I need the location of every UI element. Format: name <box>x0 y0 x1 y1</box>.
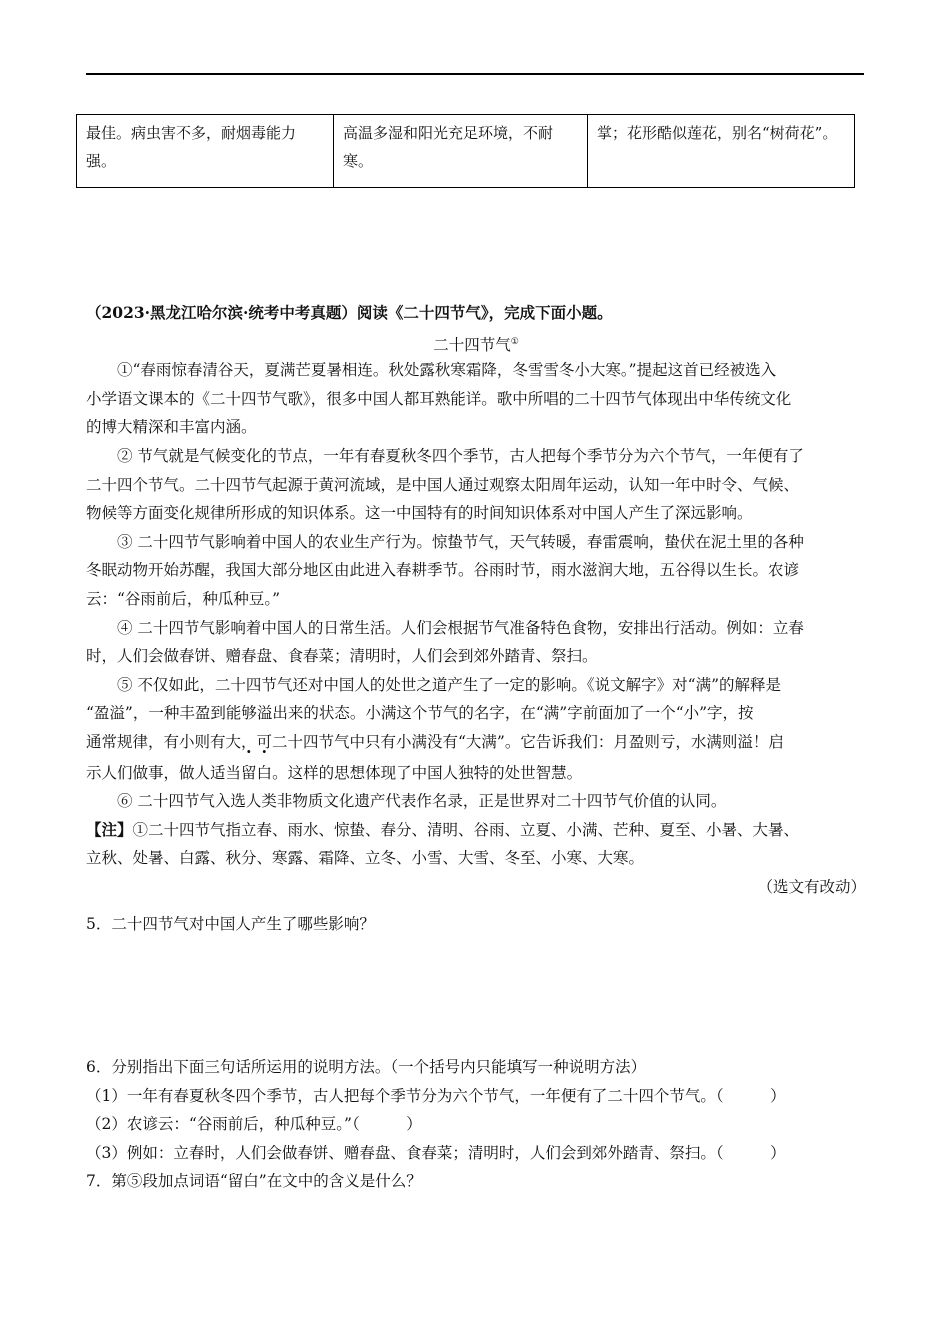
reading-passage <box>86 299 866 901</box>
paragraph-1-line: 小学语文课本的《二十四节气歌》，很多中国人都耳熟能详。歌中所唱的二十四节气体现出中华传统文化 <box>86 389 792 408</box>
paragraph-5-line: 通常规律，有小则有大，可二十四节气中只有小满没有“大满”。它告诉我们：月盈则亏，水满则溢！启 <box>86 732 784 751</box>
question-text: 5．二十四节气对中国人产生了哪些影响？ <box>86 915 375 933</box>
note-line <box>86 816 866 845</box>
section-lead: （2023·黑龙江哈尔滨·统考中考真题）阅读《二十四节气》，完成下面小题。 <box>86 303 613 322</box>
paragraph-2-line: 物候等方面变化规律所形成的知识体系。这一中国特有的时间知识体系对中国人产生了深远影响。 <box>86 504 753 523</box>
paragraph-1-line: ①“春雨惊春清谷天，夏满芒夏暑相连。秋处露秋寒霜降，冬雪雪冬小大寒。”提起这首已经被选入 <box>117 361 777 380</box>
question-7-text: 7．第⑤段加点词语“留白”在文中的含义是什么？ <box>86 1172 422 1191</box>
question-5 <box>86 910 866 939</box>
question-6-item-2: （2）农谚云：“谷雨前后，种瓜种豆。”（ ） <box>86 1115 422 1134</box>
paragraph-5-line: “盈溢”，一种丰盈到能够溢出来的状态。小满这个节气的名字，在“满”字前面加了一个“小”字，按 <box>86 704 754 723</box>
header-rule <box>86 73 864 75</box>
table-cell: 掌；花形酷似莲花，别名“树荷花”。 <box>588 115 855 188</box>
note-text: ①二十四节气指立春、雨水、惊蛰、春分、清明、谷雨、立夏、小满、芒种、夏至、小暑、大暑、 <box>132 820 800 839</box>
question-6-item-1: （1）一年有春夏秋冬四个季节，古人把每个季节分为六个节气，一年便有了二十四个节气。（ ） <box>86 1086 786 1105</box>
text-run: ，做人适当 <box>163 763 242 782</box>
questions-6-7 <box>86 1053 876 1196</box>
title-footnote-mark: ① <box>510 336 519 347</box>
emphasis-dotted-char: 白 <box>256 763 273 782</box>
paragraph-3-line: 云：“谷雨前后，种瓜种豆。” <box>86 589 281 608</box>
table-cell: 高温多湿和阳光充足环境，不耐寒。 <box>334 115 588 188</box>
emphasis-dotted-char: 留 <box>241 763 257 782</box>
paragraph-6-line: ⑥ 二十四节气入选人类非物质文化遗产代表作名录，正是世界对二十四节气价值的认同。 <box>117 792 727 811</box>
text-run: 示人们做事 <box>86 763 164 782</box>
passage-title-text: 二十四节气 <box>433 335 511 354</box>
text-run: 。这样的思想体现了中国人独特的处世智慧。 <box>272 763 583 782</box>
paragraph-4-line: 时，人们会做春饼、赠春盘、食春菜；清明时，人们会到郊外踏青、祭扫。 <box>86 647 598 666</box>
paragraph-5-line <box>86 757 866 788</box>
paragraph-4-line: ④ 二十四节气影响着中国人的日常生活。人们会根据节气准备特色食物，安排出行活动。例如：立春 <box>117 618 804 637</box>
note-line: 立秋、处暑、白露、秋分、寒露、霜降、立冬、小雪、大雪、冬至、小寒、大寒。 <box>86 849 645 868</box>
paragraph-1-line: 的博大精深和丰富内涵。 <box>86 418 257 437</box>
question-6-item-3: （3）例如：立春时，人们会做春饼、赠春盘、食春菜；清明时，人们会到郊外踏青、祭扫。（ ） <box>86 1143 786 1162</box>
table-cell: 最佳。病虫害不多，耐烟毒能力强。 <box>77 115 334 188</box>
continued-table <box>76 114 855 188</box>
paragraph-3-line: 冬眠动物开始苏醒，我国大部分地区由此进入春耕季节。谷雨时节，雨水滋润大地，五谷得以生长。农谚 <box>86 561 800 580</box>
note-label: 【注】 <box>86 819 133 839</box>
table-row <box>77 115 855 188</box>
paragraph-3-line: ③ 二十四节气影响着中国人的农业生产行为。惊蛰节气，天气转暖，春雷震响，蛰伏在泥土里的各种 <box>117 532 804 551</box>
paragraph-5-line: ⑤ 不仅如此，二十四节气还对中国人的处世之道产生了一定的影响。《说文解字》对“满”的解释是 <box>117 675 782 694</box>
passage-title <box>86 328 866 357</box>
paragraph-2-line: 二十四个节气。二十四节气起源于黄河流域，是中国人通过观察太阳周年运动，认知一年中时令、气候、 <box>86 475 800 494</box>
paragraph-2-line: ② 节气就是气候变化的节点，一年有春夏秋冬四个季节，古人把每个季节分为六个节气，一年便有了 <box>117 446 804 465</box>
source-note: （选文有改动） <box>757 877 866 896</box>
question-6-text: 6．分别指出下面三句话所运用的说明方法。（一个括号内只能填写一种说明方法） <box>86 1058 647 1076</box>
